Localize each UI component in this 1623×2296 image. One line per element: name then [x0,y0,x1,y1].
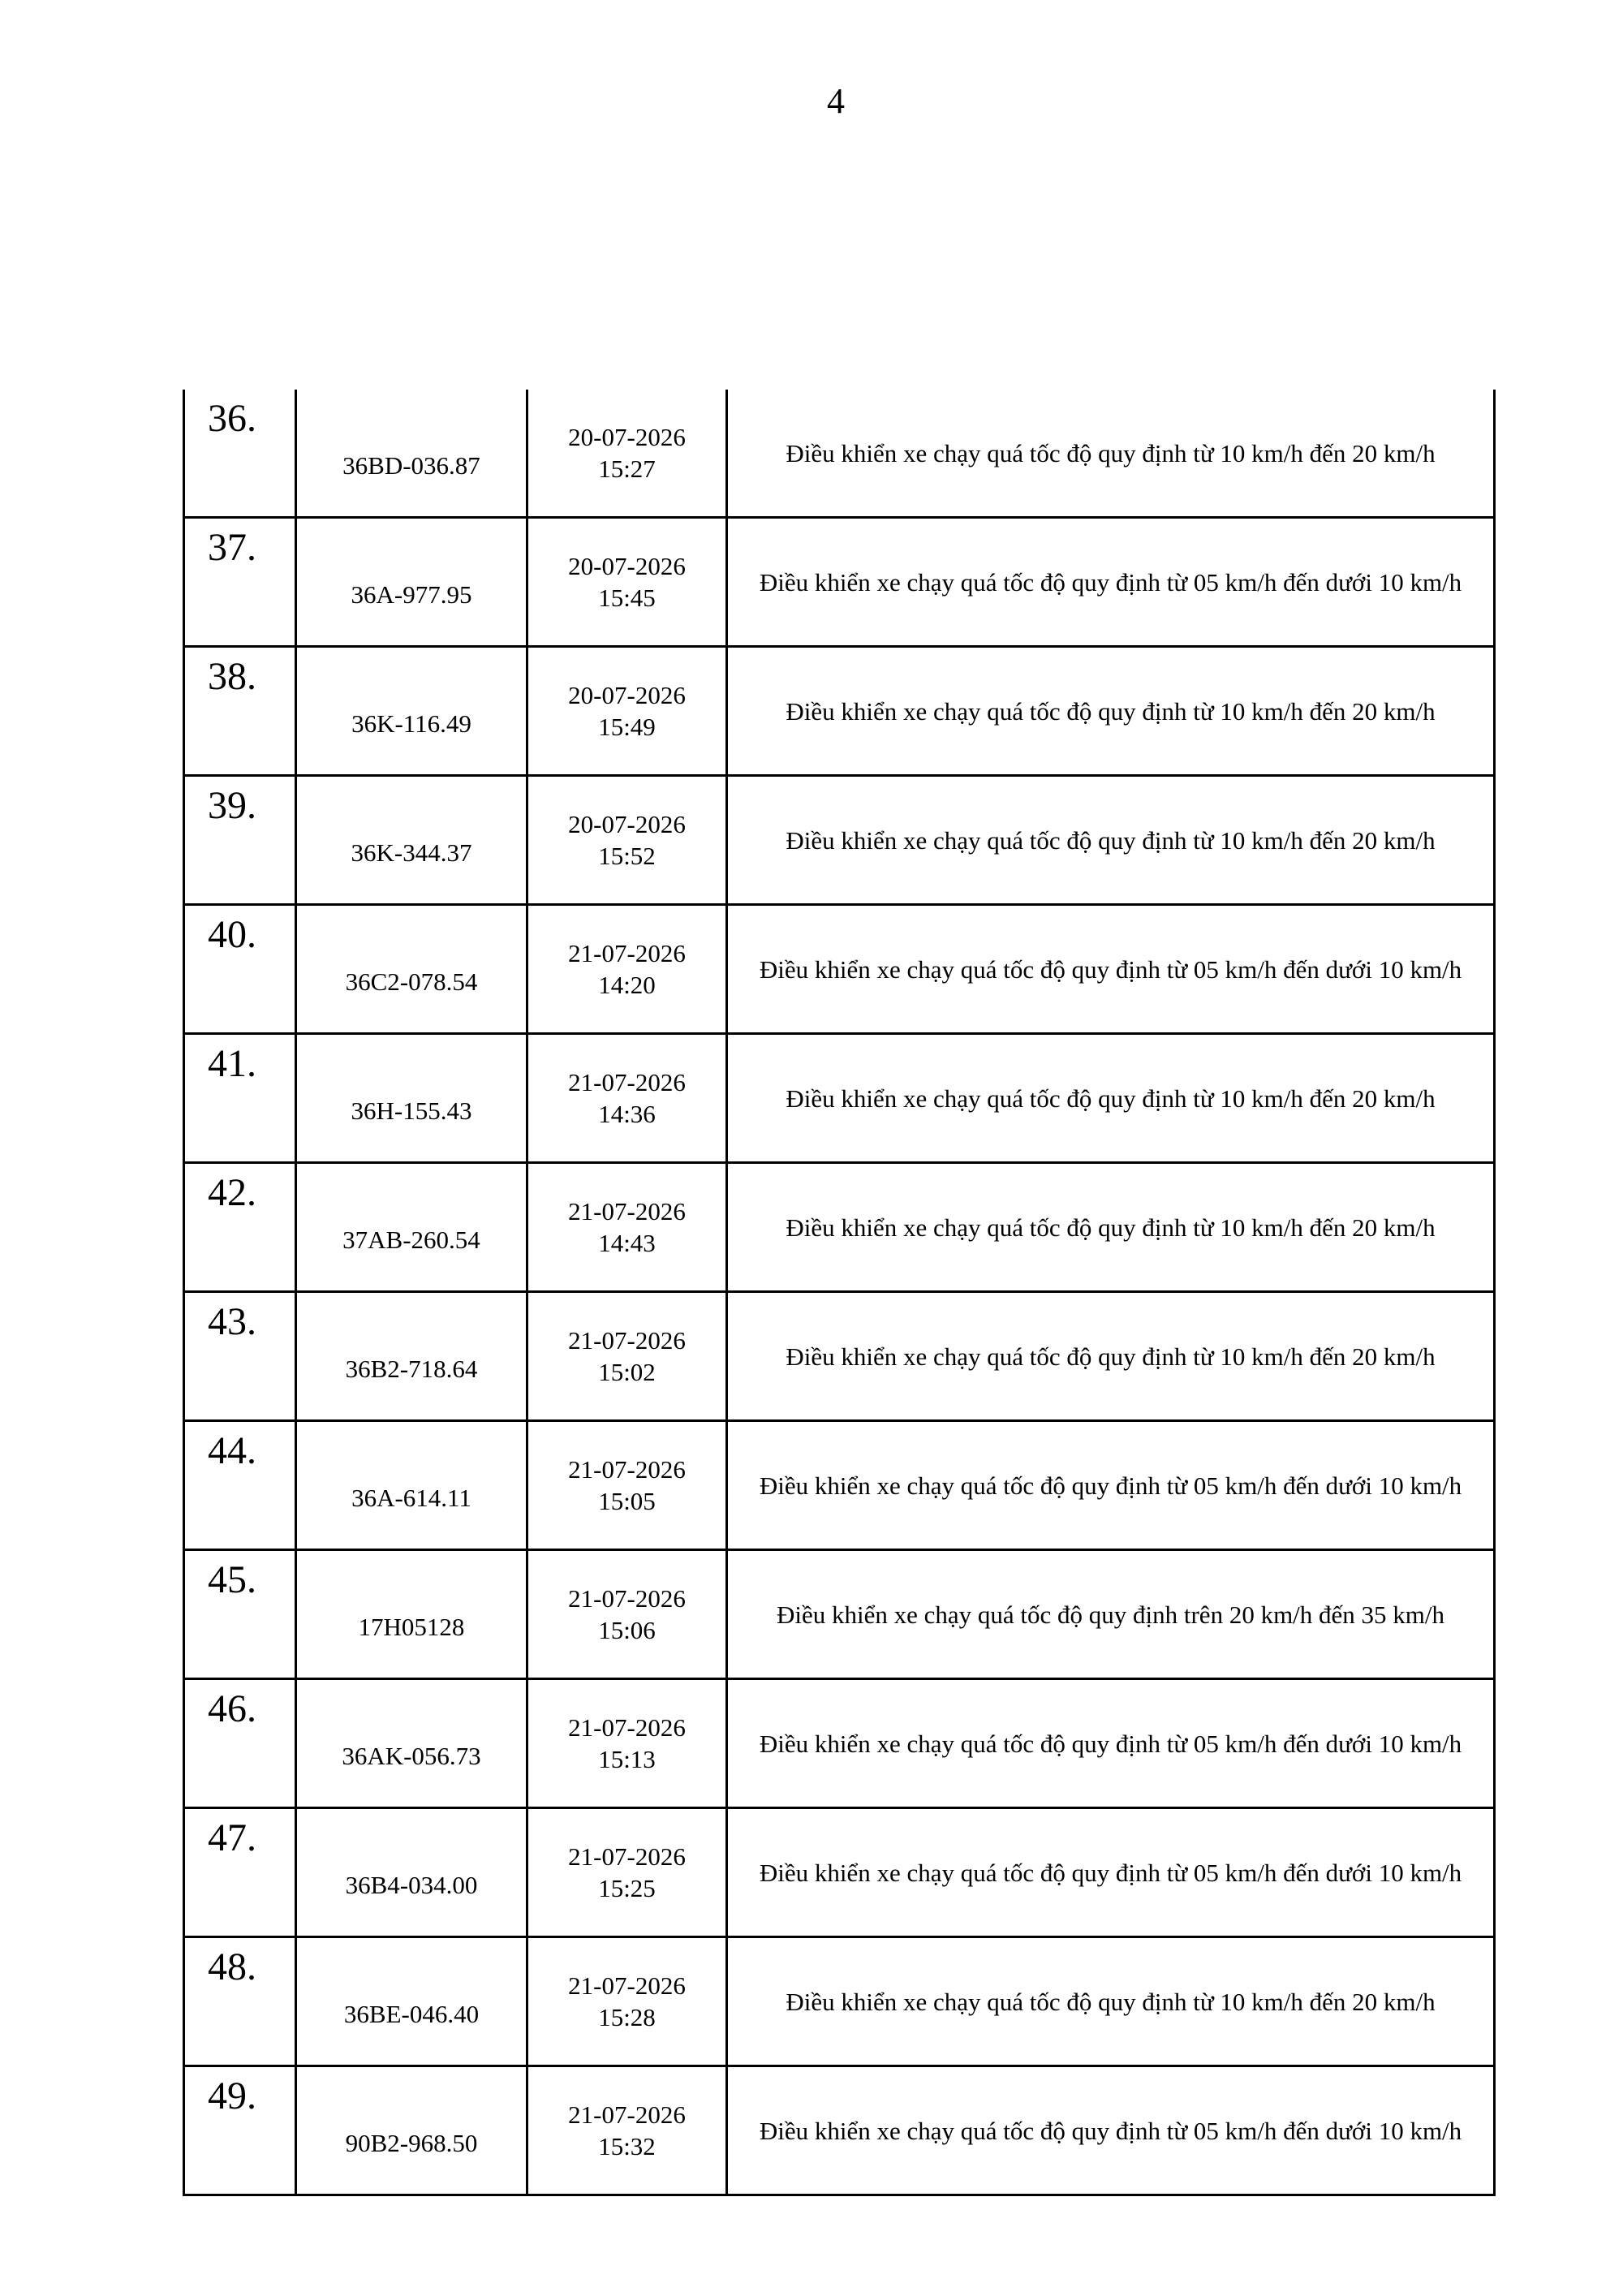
license-plate: 36BD-036.87 [296,390,527,518]
table-row [184,905,1495,1034]
violation-time: 15:32 [598,2132,656,2160]
violation-description: Điều khiển xe chạy quá tốc độ quy định từ 10 km/h đến 20 km/h [727,1034,1495,1163]
violation-time: 15:13 [598,1745,656,1773]
license-plate: 36K-116.49 [296,647,527,776]
violation-time: 15:27 [598,454,656,483]
violation-description: Điều khiển xe chạy quá tốc độ quy định từ 10 km/h đến 20 km/h [727,776,1495,905]
violation-datetime [527,1808,727,1937]
violations-table [183,390,1496,2196]
row-number: 38. [184,647,296,776]
violation-datetime [527,2066,727,2195]
violation-description: Điều khiển xe chạy quá tốc độ quy định từ 05 km/h đến dưới 10 km/h [727,905,1495,1034]
page-number: 4 [827,81,845,121]
license-plate: 36K-344.37 [296,776,527,905]
violation-time: 15:25 [598,1874,656,1902]
row-number: 39. [184,776,296,905]
row-number: 43. [184,1292,296,1421]
table-row [184,1808,1495,1937]
violation-date: 21-07-2026 [568,939,686,967]
violation-date: 20-07-2026 [568,810,686,838]
violation-time: 14:43 [598,1229,656,1257]
violation-description: Điều khiển xe chạy quá tốc độ quy định từ 05 km/h đến dưới 10 km/h [727,2066,1495,2195]
violation-date: 20-07-2026 [568,552,686,580]
violation-time: 15:05 [598,1487,656,1515]
table-row [184,1034,1495,1163]
violation-time: 14:36 [598,1100,656,1128]
license-plate: 36B4-034.00 [296,1808,527,1937]
violation-date: 21-07-2026 [568,1584,686,1613]
row-number: 42. [184,1163,296,1292]
violation-description: Điều khiển xe chạy quá tốc độ quy định từ 10 km/h đến 20 km/h [727,390,1495,518]
violation-date: 21-07-2026 [568,1197,686,1226]
row-number: 44. [184,1421,296,1550]
violation-time: 15:45 [598,584,656,612]
license-plate: 36BE-046.40 [296,1937,527,2066]
violation-description: Điều khiển xe chạy quá tốc độ quy định từ 05 km/h đến dưới 10 km/h [727,1679,1495,1808]
violation-description: Điều khiển xe chạy quá tốc độ quy định từ 10 km/h đến 20 km/h [727,1292,1495,1421]
violation-datetime [527,1550,727,1679]
row-number: 49. [184,2066,296,2195]
violation-datetime [527,905,727,1034]
violation-date: 21-07-2026 [568,2100,686,2129]
violation-datetime [527,776,727,905]
violation-description: Điều khiển xe chạy quá tốc độ quy định trên 20 km/h đến 35 km/h [727,1550,1495,1679]
violation-datetime [527,1163,727,1292]
violation-datetime [527,1034,727,1163]
violation-datetime [527,1679,727,1808]
license-plate: 17H05128 [296,1550,527,1679]
violation-datetime [527,518,727,647]
violation-time: 15:49 [598,713,656,741]
violations-table-body [184,390,1495,2195]
violation-time: 15:02 [598,1358,656,1386]
license-plate: 36A-614.11 [296,1421,527,1550]
table-row [184,1550,1495,1679]
table-row [184,647,1495,776]
row-number: 48. [184,1937,296,2066]
violation-date: 21-07-2026 [568,1068,686,1096]
license-plate: 36B2-718.64 [296,1292,527,1421]
violation-date: 21-07-2026 [568,1713,686,1742]
violation-datetime [527,390,727,518]
license-plate: 37AB-260.54 [296,1163,527,1292]
table-row [184,518,1495,647]
table-row [184,1937,1495,2066]
violation-description: Điều khiển xe chạy quá tốc độ quy định từ 10 km/h đến 20 km/h [727,1937,1495,2066]
violation-datetime [527,647,727,776]
violation-date: 21-07-2026 [568,1842,686,1871]
row-number: 46. [184,1679,296,1808]
violation-description: Điều khiển xe chạy quá tốc độ quy định từ 05 km/h đến dưới 10 km/h [727,1808,1495,1937]
row-number: 37. [184,518,296,647]
violation-date: 20-07-2026 [568,423,686,451]
violation-date: 21-07-2026 [568,1455,686,1484]
violation-date: 21-07-2026 [568,1326,686,1355]
table-row [184,390,1495,518]
violation-description: Điều khiển xe chạy quá tốc độ quy định từ 10 km/h đến 20 km/h [727,1163,1495,1292]
row-number: 40. [184,905,296,1034]
table-row [184,1292,1495,1421]
violation-datetime [527,1292,727,1421]
row-number: 36. [184,390,296,518]
license-plate: 90B2-968.50 [296,2066,527,2195]
license-plate: 36H-155.43 [296,1034,527,1163]
license-plate: 36C2-078.54 [296,905,527,1034]
violation-time: 15:06 [598,1616,656,1644]
violation-time: 15:52 [598,842,656,870]
table-row [184,2066,1495,2195]
violation-date: 21-07-2026 [568,1971,686,2000]
violation-description: Điều khiển xe chạy quá tốc độ quy định từ 05 km/h đến dưới 10 km/h [727,1421,1495,1550]
license-plate: 36A-977.95 [296,518,527,647]
row-number: 45. [184,1550,296,1679]
row-number: 41. [184,1034,296,1163]
violation-time: 14:20 [598,971,656,999]
violation-description: Điều khiển xe chạy quá tốc độ quy định từ 05 km/h đến dưới 10 km/h [727,518,1495,647]
table-row [184,776,1495,905]
table-row [184,1163,1495,1292]
license-plate: 36AK-056.73 [296,1679,527,1808]
violation-datetime [527,1421,727,1550]
table-row [184,1421,1495,1550]
violation-date: 20-07-2026 [568,681,686,709]
violation-description: Điều khiển xe chạy quá tốc độ quy định từ 10 km/h đến 20 km/h [727,647,1495,776]
violation-datetime [527,1937,727,2066]
violation-time: 15:28 [598,2003,656,2031]
row-number: 47. [184,1808,296,1937]
table-row [184,1679,1495,1808]
